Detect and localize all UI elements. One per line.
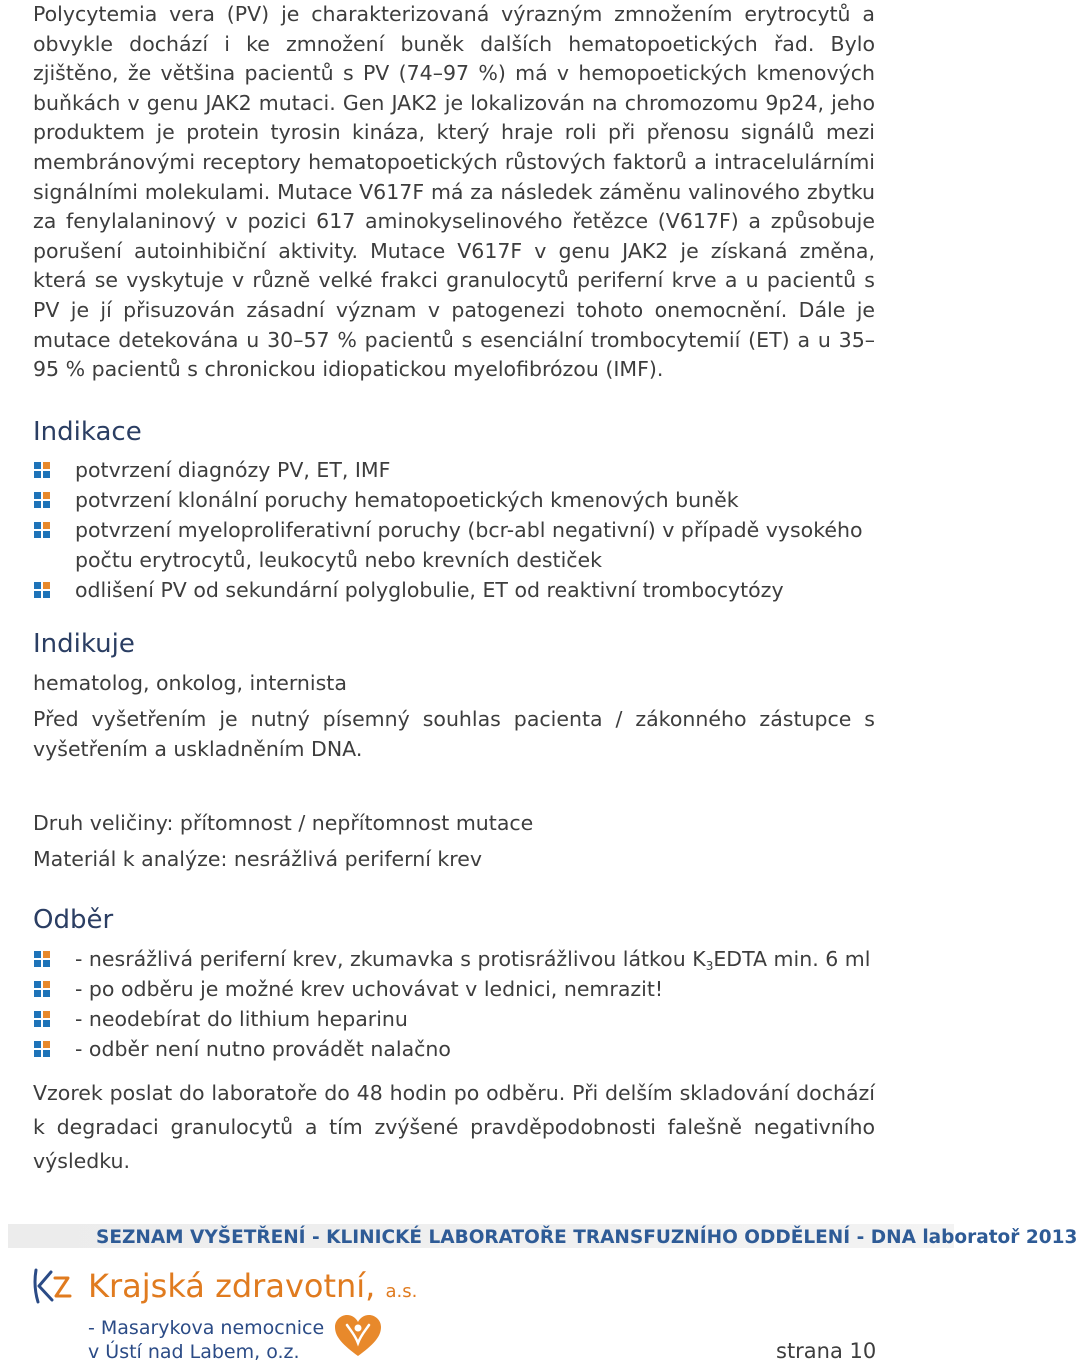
intro-paragraph: Polycytemia vera (PV) je charakterizovaná výrazným zmnožením erytrocytů a obvykle dochází i ke zmnožení buněk dalších hematopoetických řad. Bylo zjištěno, že většina pacientů s PV (74–97 %) má v hemopoetických kmenových buňkách v genu JAK2 mutaci. Gen JAK2 je lokalizován na chromozomu 9p24, jeho produktem je protein tyrosin kináza, který hraje roli při přenosu signálů mezi membránovými receptory hematopoetických růstových faktorů a intracelulárními signálními molekulami. Mutace V617F má za následek záměnu valinového zbytku za fenylalaninový v pozici 617 aminokyselinového řetězce (V617F) a způsobuje porušení autoinhibiční aktivity. Mutace V617F v genu JAK2 je získaná změna, která se vyskytuje v různě velké frakci granulocytů periferní krve a u pacientů s PV je jí přisuzován zásadní význam v patogenezi tohoto onemocnění. Dále je mutace detekována u 30–57 % pacientů s esenciální trombocytemií (ET) a u 35–95 % pacientů s chronickou idiopatickou myelofibrózou (IMF). bbox=[33, 2, 875, 382]
list-item: potvrzení diagnózy PV, ET, IMF bbox=[33, 455, 875, 485]
odber-heading: Odběr bbox=[33, 905, 114, 935]
square-bullet-icon bbox=[34, 981, 50, 997]
odber-list bbox=[33, 944, 875, 1064]
list-item: - odběr není nutno provádět nalačno bbox=[33, 1034, 875, 1064]
druh-veliciny: Druh veličiny: přítomnost / nepřítomnost mutace bbox=[33, 811, 534, 835]
square-bullet-icon bbox=[34, 1041, 50, 1057]
indikuje-heading: Indikuje bbox=[33, 629, 135, 659]
square-bullet-icon bbox=[34, 492, 50, 508]
square-bullet-icon bbox=[34, 462, 50, 478]
list-item: - nesrážlivá periferní krev, zkumavka s protisrážlivou látkou $K_3EDTA$ min. 6 ml bbox=[33, 944, 875, 974]
kz-logo-icon bbox=[30, 1264, 72, 1306]
consent-text: Před vyšetřením je nutný písemný souhlas pacienta / zákonného zástupce s vyšetřením a uskladněním DNA. bbox=[33, 707, 875, 761]
list-item: potvrzení myeloproliferativní poruchy (bcr-abl negativní) v případě vysokého počtu erytrocytů, leukocytů nebo krevních destiček bbox=[33, 515, 875, 575]
brand-suffix: a.s. bbox=[385, 1281, 418, 1302]
square-bullet-icon bbox=[34, 951, 50, 967]
list-item: - po odběru je možné krev uchovávat v lednici, nemrazit! bbox=[33, 974, 875, 1004]
footer-title: SEZNAM VYŠETŘENÍ - KLINICKÉ LABORATOŘE TRANSFUZNÍHO ODDĚLENÍ - DNA laboratoř 2013 bbox=[96, 1227, 1077, 1248]
list-item: odlišení PV od sekundární polyglobulie, ET od reaktivní trombocytózy bbox=[33, 575, 875, 605]
material-text: Materiál k analýze: nesrážlivá periferní krev bbox=[33, 847, 483, 871]
page-number: strana 10 bbox=[776, 1339, 877, 1363]
vzorek-text: Vzorek poslat do laboratoře do 48 hodin po odběru. Při delším skladování dochází k degradaci granulocytů a tím zvýšené pravděpodobnosti falešně negativního výsledku. bbox=[33, 1081, 875, 1173]
indikace-heading: Indikace bbox=[33, 417, 142, 447]
list-item: - neodebírat do lithium heparinu bbox=[33, 1004, 875, 1034]
indikuje-text: hematolog, onkolog, internista bbox=[33, 671, 347, 695]
square-bullet-icon bbox=[34, 522, 50, 538]
square-bullet-icon bbox=[34, 1011, 50, 1027]
hospital-name: - Masarykova nemocnice v Ústí nad Labem, o.z. bbox=[88, 1317, 325, 1363]
square-bullet-icon bbox=[34, 582, 50, 598]
list-item: potvrzení klonální poruchy hematopoetických kmenových buněk bbox=[33, 485, 875, 515]
brand-name: Krajská zdravotní, a.s. bbox=[88, 1267, 418, 1305]
indikace-list bbox=[33, 455, 875, 605]
heart-logo-icon bbox=[333, 1313, 383, 1359]
